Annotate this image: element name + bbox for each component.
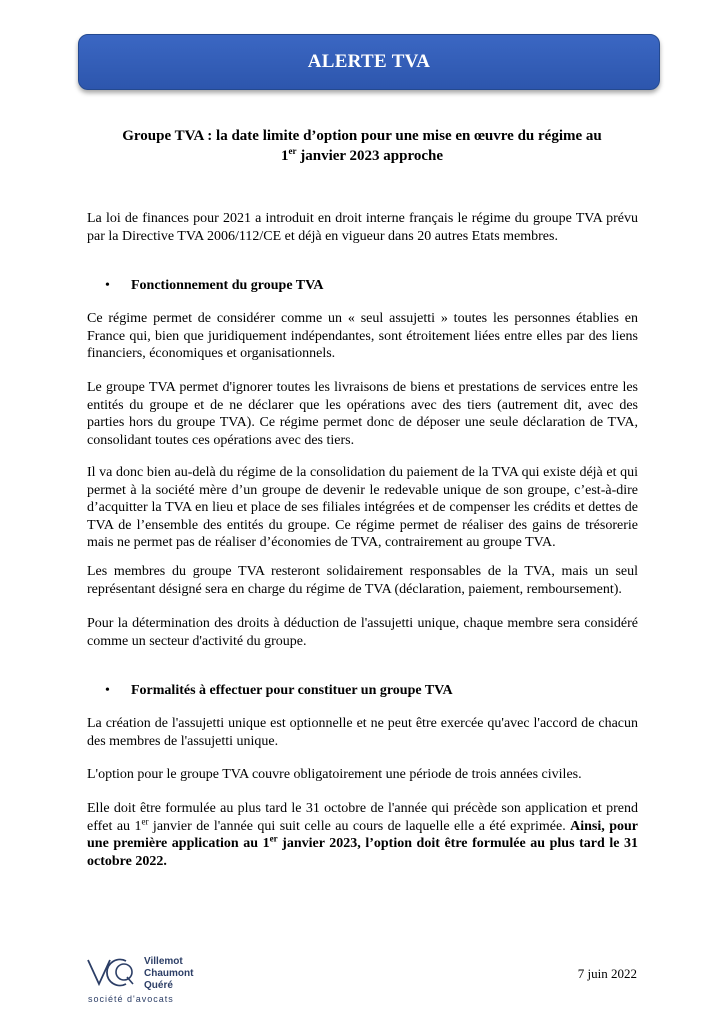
page-title: Groupe TVA : la date limite d’option pour une mise en œuvre du régime au 1er janvier 2023 approche [122, 128, 602, 164]
paragraph: Il va donc bien au-delà du régime de la consolidation du paiement de la TVA qui existe déjà et qui permet à la société mère d’un groupe de devenir le redevable unique de son groupe, c’est-à-dire d’acquitter la TVA en lieu et place de ses filiales intégrées et de compenser les crédits et dettes de TVA de l’ensemble des entités du groupe. Ce régime permet de réaliser des gains de trésorerie mais ne permet pas de réaliser d’économies de TVA, contrairement au groupe TVA. [87, 465, 638, 551]
paragraph: L'option pour le groupe TVA couvre obligatoirement une période de trois années civiles. [87, 767, 582, 782]
logo-name-line3: Quéré [144, 980, 173, 991]
paragraph-option-deadline: Elle doit être formulée au plus tard le 31 octobre de l'année qui précède son application et prend effet au 1er janvier de l'année qui suit celle au cours de laquelle elle a été exprimée. Ainsi, pour une première application au 1er janvier 2023, l’option doit être formulée au plus tard le 31 octobre 2022. [87, 801, 638, 869]
paragraph: Les membres du groupe TVA resteront solidairement responsables de la TVA, mais un seul représentant désigné sera en charge du régime de TVA (déclaration, paiement, remboursement). [87, 564, 638, 597]
intro-paragraph: La loi de finances pour 2021 a introduit en droit interne français le régime du groupe TVA prévu par la Directive TVA 2006/112/CE et déjà en vigueur dans 20 autres Etats membres. [87, 211, 638, 244]
section-heading-formalites: • Formalités à effectuer pour constituer un groupe TVA [105, 683, 453, 698]
section-heading-fonctionnement: • Fonctionnement du groupe TVA [105, 278, 324, 293]
logo-name-line1: Villemot [144, 956, 183, 967]
logo-name-line2: Chaumont [144, 968, 194, 979]
paragraph: La création de l'assujetti unique est optionnelle et ne peut être exercée qu'avec l'accord de chacun des membres de l'assujetti unique. [87, 716, 638, 749]
paragraph: Le groupe TVA permet d'ignorer toutes les livraisons de biens et prestations de services entre les entités du groupe et de ne déclarer que les opérations avec des tiers (autrement dit, avec des parties hors du groupe TVA). Ce régime permet donc de déposer une seule déclaration de TVA, consolidant toutes ces opérations avec des tiers. [87, 380, 638, 448]
logo-tagline: société d'avocats [88, 994, 174, 1004]
firm-logo [86, 952, 216, 1006]
vcq-logo-icon [86, 952, 216, 1006]
bullet-icon: • [105, 683, 110, 698]
paragraph: Pour la détermination des droits à déduction de l'assujetti unique, chaque membre sera considéré comme un secteur d'activité du groupe. [87, 616, 638, 649]
bullet-icon: • [105, 278, 110, 293]
alert-banner [78, 34, 660, 90]
paragraph: Ce régime permet de considérer comme un « seul assujetti » toutes les personnes établies en France qui, bien que juridiquement indépendantes, sont étroitement liées entre elles par des liens financiers, économiques et organisationnels. [87, 311, 638, 362]
banner-title: ALERTE TVA [307, 51, 431, 72]
document-date: 7 juin 2022 [577, 966, 637, 981]
